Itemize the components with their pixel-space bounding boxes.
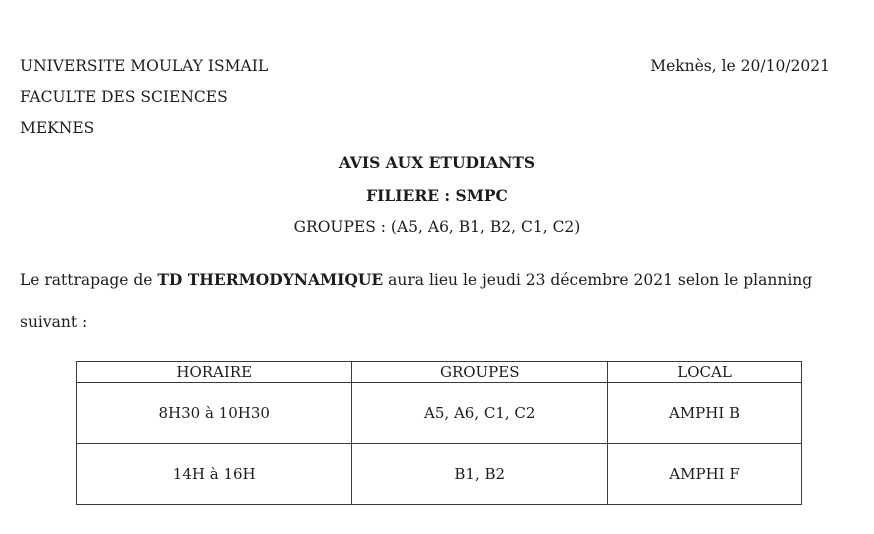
groupes-line: GROUPES : (A5, A6, B1, B2, C1, C2) [293, 218, 581, 236]
schedule-table [76, 361, 802, 505]
notice-title: AVIS AUX ETUDIANTS [338, 153, 536, 172]
cell-horaire: 14H à 16H [77, 444, 352, 505]
header-horaire: HORAIRE [77, 362, 352, 383]
city-name: MEKNES [20, 119, 95, 137]
header-groupes: GROUPES [352, 362, 608, 383]
cell-horaire: 8H30 à 10H30 [77, 383, 352, 444]
cell-groupes: B1, B2 [352, 444, 608, 505]
table-row [77, 383, 802, 444]
university-name: UNIVERSITE MOULAY ISMAIL [20, 57, 269, 75]
announcement-intro: Le rattrapage de [20, 271, 158, 289]
table-header-row [77, 362, 802, 383]
faculty-name: FACULTE DES SCIENCES [20, 88, 228, 106]
cell-groupes: A5, A6, C1, C2 [352, 383, 608, 444]
course-name: TD THERMODYNAMIQUE [157, 270, 384, 289]
date-line: Meknès, le 20/10/2021 [650, 57, 830, 75]
filiere-line: FILIERE : SMPC [366, 186, 508, 205]
cell-local: AMPHI F [608, 444, 802, 505]
announcement-paragraph [20, 270, 812, 289]
announcement-rest: aura lieu le jeudi 23 décembre 2021 selon le planning [383, 271, 813, 289]
announcement-paragraph-end: suivant : [20, 313, 88, 331]
header-local: LOCAL [608, 362, 802, 383]
table-row [77, 444, 802, 505]
cell-local: AMPHI B [608, 383, 802, 444]
